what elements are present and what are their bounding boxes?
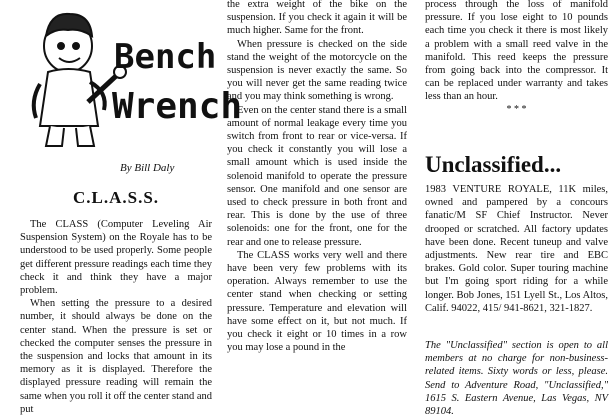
note-text: The "Unclassified" section is open to all members at no charge for non-business-related items. Sixty words or less, please. Send to Adventure Road, "Unclassified," 1615 S. Eastern Avenue, Las Vegas, NV 89104. — [425, 340, 608, 418]
ad-text: 1983 VENTURE ROYALE, 11K miles, owned and pampered by a concours fanatic/M SF Chief Instructor. Never drooped or scratched. All factory updates have been done. Recent tuneup and valve adjustments. New rear tire and EBC brakes. Gold color. Super touring machine but I'm going sport riding for a while longer. Bob Jones, 151 Lyell St., Los Altos, Calif. 94022, 415/ 941-8621, 321-1827. — [425, 184, 608, 314]
logo-title — [112, 37, 242, 127]
logo-line-2: Wrench — [112, 86, 243, 127]
paragraph: the extra weight of the bike on the suspension. If you check it again it will be much higher. Same for the front. — [227, 0, 407, 37]
section-divider: * * * — [506, 103, 527, 115]
paragraph: process through the loss of manifold pressure. If you lose eight to 10 pounds each time you check it there is most likely a problem with a small reed valve in the manifold. This reed keeps the pressure from going back into the compressor. It can be replaced under warranty and takes less than an hour. — [425, 0, 608, 103]
paragraph: When setting the pressure to a desired number, it should always be done on the center stand. When the pressure is set or checked the computer senses the pressure in the suspension and locks that amount in its memory as it is displayed. Therefore the displayed pressure reading will remain the same when you roll it off the center stand and put — [20, 298, 212, 415]
article-title: C.L.A.S.S. — [72, 188, 160, 207]
column-1-text — [20, 218, 212, 416]
bench-wrench-logo — [28, 6, 243, 151]
paragraph: Even on the center stand there is a small amount of normal leakage every time you switch from front to rear or vice-versa. If you check it constantly you will lose a small amount which is used inside the solenoid manifold to operate the pressure sensor. One manifold and one sensor are used to check pressure in both front and rear. This is done by the use of three solenoids: one for the front, one for the rear and one to release pressure. — [227, 104, 407, 248]
paragraph: The CLASS works very well and there have been very few problems with its operation. Always remember to use the center stand when checking or setting pressure. Temperature and elevation will have some effect on it, but not much. If you check it eight or 10 times in a row you may lose a pound in the — [227, 249, 407, 354]
unclassified-heading: Unclassified... — [425, 152, 562, 177]
column-2-text — [227, 0, 407, 354]
column-3-text — [425, 0, 608, 115]
logo-line-1: Bench — [114, 37, 217, 77]
byline: By Bill Daly — [120, 162, 175, 174]
classified-ad — [425, 183, 608, 315]
paragraph: When pressure is checked on the side stand the weight of the motorcycle on the suspension is never exactly the same. So you will never get the same reading twice and you may think something is wrong. — [227, 38, 407, 103]
paragraph: The CLASS (Computer Leveling Air Suspension System) on the Royale has to be understood to be used properly. Some people get different pressure readings each time they check it and think they have a major problem. — [20, 219, 212, 297]
unclassified-note — [425, 339, 608, 418]
